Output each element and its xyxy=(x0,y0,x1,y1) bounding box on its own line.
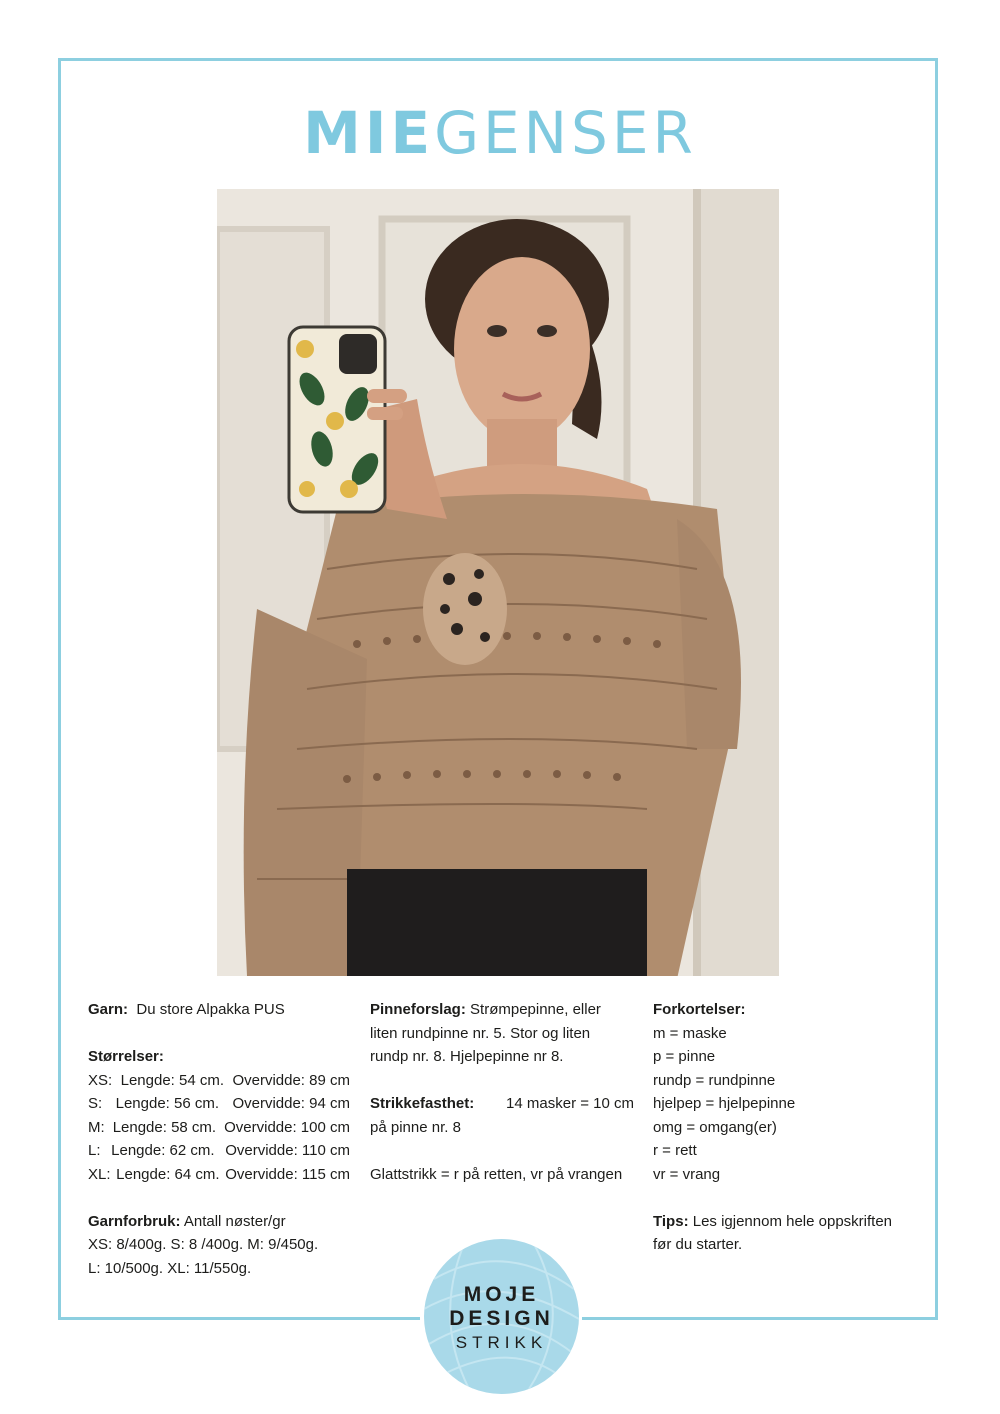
photo-woman-mirror-selfie-icon xyxy=(217,189,779,976)
usage-label: Garnforbruk: xyxy=(88,1212,181,1230)
size-length: Lengde: 54 cm. xyxy=(120,1071,225,1089)
size-row xyxy=(88,1163,350,1187)
abbr-item: rundp = rundpinne xyxy=(653,1071,776,1089)
needles-text: Strømpepinne, eller xyxy=(470,1001,601,1018)
column-yarn-sizes xyxy=(88,998,350,1280)
size-width: Overvidde: 89 cm xyxy=(232,1071,350,1089)
size-code: XL: xyxy=(88,1165,111,1183)
column-abbreviations xyxy=(653,998,903,1257)
logo-line-3: STRIKK xyxy=(455,1333,548,1352)
stitch-text: Glattstrikk = r på retten, vr på vrangen xyxy=(370,1165,623,1183)
logo-line-2: DESIGN xyxy=(449,1307,554,1330)
gauge-text: 14 masker = 10 cm xyxy=(506,1095,634,1112)
abbr-item: omg = omgang(er) xyxy=(653,1118,777,1136)
size-length: Lengde: 56 cm. xyxy=(115,1095,220,1112)
title-light: GENSER xyxy=(434,99,697,167)
size-row xyxy=(88,1092,350,1116)
needles-text: liten rundpinne nr. 5. Stor og liten xyxy=(370,1024,591,1042)
usage-line: L: 10/500g. XL: 11/550g. xyxy=(88,1259,252,1277)
column-needles-gauge xyxy=(370,998,634,1186)
size-row xyxy=(88,1139,350,1163)
abbr-item: vr = vrang xyxy=(653,1165,721,1183)
tips-text: Les igjennom hele oppskriften xyxy=(692,1212,893,1230)
page-title xyxy=(0,99,1000,167)
tips-text: før du starter. xyxy=(653,1236,743,1253)
size-length: Lengde: 62 cm. xyxy=(111,1142,215,1159)
size-width: Overvidde: 115 cm xyxy=(225,1165,350,1183)
size-width: Overvidde: 110 cm xyxy=(225,1142,350,1159)
abbr-item: hjelpep = hjelpepinne xyxy=(653,1095,796,1112)
needles-text: rundp nr. 8. Hjelpepinne nr 8. xyxy=(370,1048,564,1065)
size-code: XS: xyxy=(88,1071,113,1089)
usage-line: XS: 8/400g. S: 8 /400g. M: 9/450g. xyxy=(88,1236,319,1253)
size-width: Overvidde: 100 cm xyxy=(224,1118,350,1136)
sweater-photo xyxy=(217,189,779,976)
size-length: Lengde: 64 cm. xyxy=(116,1165,220,1183)
usage-intro: Antall nøster/gr xyxy=(183,1212,286,1230)
abbr-item: m = maske xyxy=(653,1024,727,1042)
abbr-item: p = pinne xyxy=(653,1048,716,1065)
size-length: Lengde: 58 cm. xyxy=(112,1118,217,1136)
size-width: Overvidde: 94 cm xyxy=(232,1095,350,1112)
size-row xyxy=(88,1069,350,1093)
size-code: M: xyxy=(88,1118,105,1136)
title-bold: MIE xyxy=(303,99,435,167)
garn-value: Du store Alpakka PUS xyxy=(136,1001,285,1018)
gauge-label: Strikkefasthet: xyxy=(370,1095,475,1112)
tips-label: Tips: xyxy=(653,1212,689,1230)
needles-label: Pinneforslag: xyxy=(370,1001,466,1018)
brand-logo xyxy=(424,1239,579,1394)
gauge-text: på pinne nr. 8 xyxy=(370,1118,461,1136)
size-code: S: xyxy=(88,1095,103,1112)
abbr-label: Forkortelser: xyxy=(653,1001,746,1018)
logo-line-1: MOJE xyxy=(463,1283,540,1306)
size-row xyxy=(88,1116,350,1140)
size-code: L: xyxy=(88,1142,101,1159)
garn-label: Garn: xyxy=(88,1001,129,1018)
abbr-item: r = rett xyxy=(653,1142,697,1159)
sizes-label: Størrelser: xyxy=(88,1048,164,1065)
